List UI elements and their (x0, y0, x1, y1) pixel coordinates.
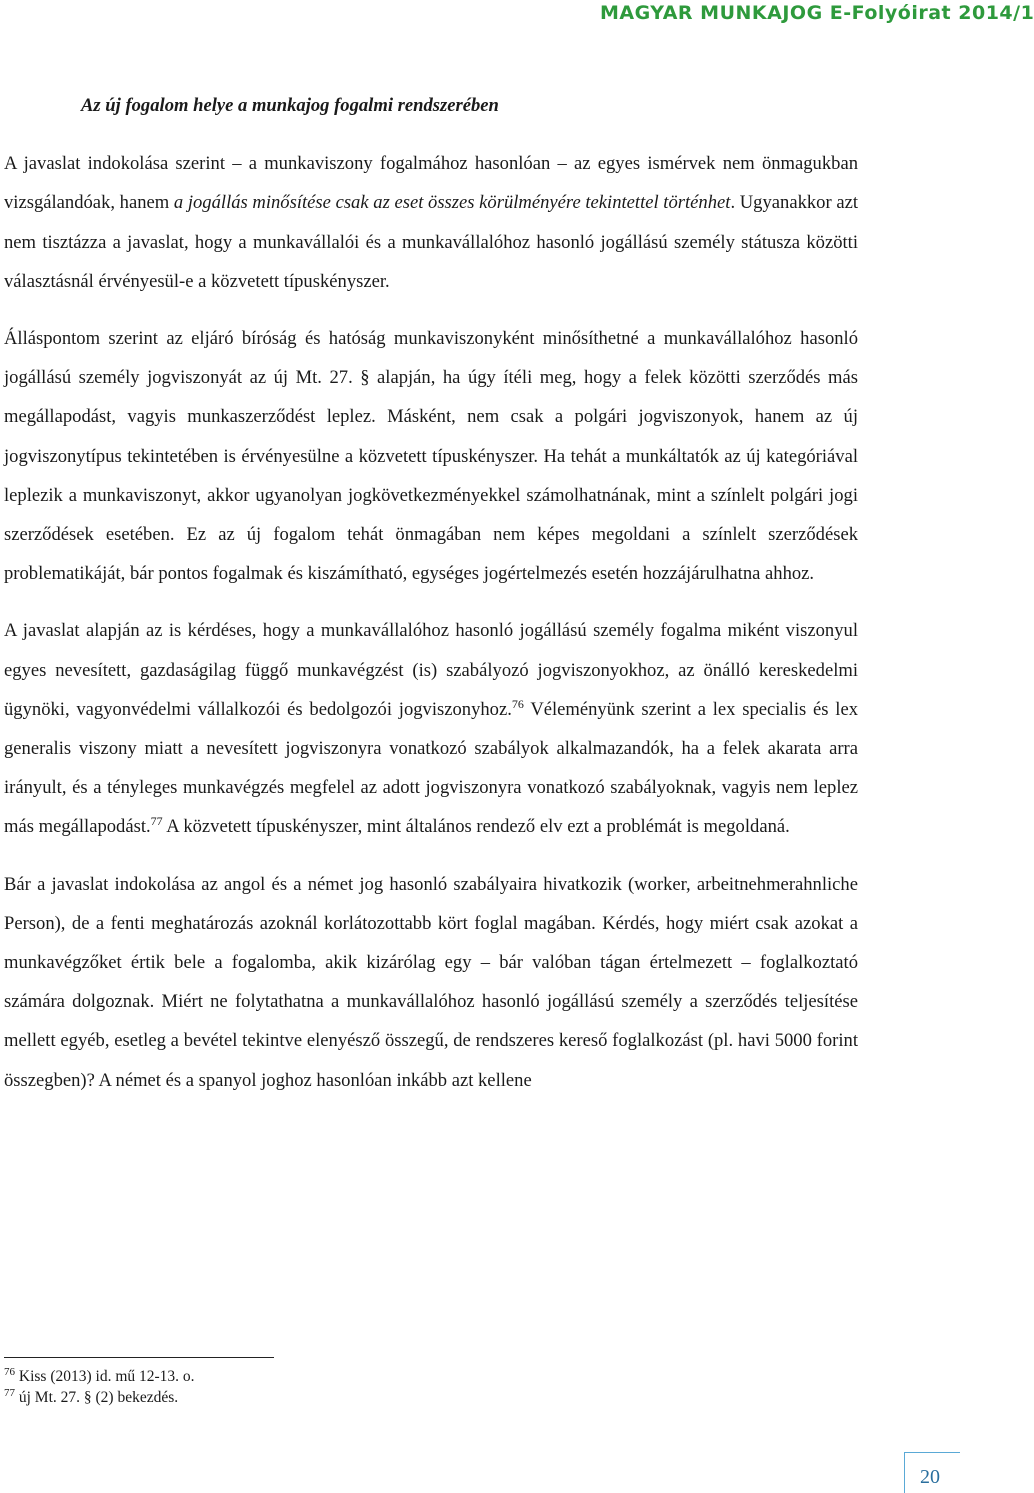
paragraph-1-text-a: A javaslat indokolása szerint – a munkaviszony fogalmához hasonlóan – az egyes ismérvek nem önmagukban vizsgálandóak, hanem (4, 153, 858, 214)
paragraph-2: Álláspontom szerint az eljáró bíróság és hatóság munkaviszonyként minősíthetné a munkavállalóhoz hasonló jogállású személy jogviszonyát az új Mt. 27. § alapján, ha úgy ítéli meg, hogy a felek közötti szerződés más megállapodást, vagyis munkaszerződést leplez. Másként, nem csak a polgári jogviszonyok, hanem az új jogviszonytípus tekintetében is érvényesülne a közvetett típuskényszer. Ha tehát a munkáltatók az új kategóriával leplezik a munkaviszonyt, akkor ugyanolyan jogkövetkezményekkel számolhatnának, mint a színlelt polgári jogi szerződések esetében. Ez az új fogalom tehát önmagában nem képes megoldani a színlelt szerződések problematikáját, bár pontos fogalmak és kiszámítható, egységes jogértelmezés esetén hozzájárulhatna ahhoz. (4, 328, 858, 585)
paragraph-1-italic: a jogállás minősítése csak az eset összes körülményére tekintettel történhet (173, 192, 731, 214)
footnote-text: Kiss (2013) id. mű 12-13. o. (15, 1368, 195, 1385)
footnotes (4, 1366, 704, 1408)
paragraph-3-text-c: A közvetett típuskényszer, mint általános rendező elv ezt a problémát is megoldaná. (162, 816, 790, 838)
paragraph-1-text-b: . Ugyanakkor azt nem tisztázza a javaslat, hogy a munkavállalói és a munkavállalóhoz hasonló jogállású személy státusza közötti választásnál érvényesül-e a közvetett típuskényszer. (4, 192, 858, 292)
footnote-ref-76[interactable]: 76 (511, 696, 524, 711)
paragraph-3 (4, 611, 858, 846)
journal-header: MAGYAR MUNKAJOG E-Folyóirat 2014/1 (600, 2, 1034, 24)
footnote-number: 77 (4, 1386, 15, 1399)
paragraph-3-text-a: A javaslat alapján az is kérdéses, hogy a munkavállalóhoz hasonló jogállású személy fogalma miként viszonyul egyes nevesített, gazdaságilag függő munkavégzést (is) szabályozó jogviszonyokhoz, az önálló kereskedelmi ügynöki, vagyonvédelmi vállalkozói és bedolgozói jogviszonyhoz. (4, 620, 858, 720)
page-number: 20 (920, 1466, 940, 1488)
paragraph-4: Bár a javaslat indokolása az angol és a német jog hasonló szabályaira hivatkozik (worker, arbeitnehmerahnliche Person), de a fenti meghatározás azoknál korlátozottabb kört foglal magában. Kérdés, hogy miért csak azokat a munkavégzőket értik bele a fogalomba, akik kizárólag egy – bár valóban tágan értelmezett – foglalkoztató számára dolgoznak. Miért ne folytathatna a munkavállalóhoz hasonló jogállású személy a szerződés teljesítése mellett egyéb, esetleg a bevétel tekintve elenyésző összegű, de rendszeres kereső foglalkozást (pl. havi 5000 forint összegben)? A német és a spanyol joghoz hasonlóan inkább azt kellene (4, 873, 858, 1091)
paragraph-3-text-b: Véleményünk szerint a lex specialis és lex generalis viszony miatt a nevesített jogviszonyra vonatkozó szabályok alkalmazandók, ha a felek akarata arra irányult, és a tényleges munkavégzés megfelel az adott jogviszonyra vonatkozó szabályoknak, vagyis nem leplez más megállapodást. (4, 698, 858, 838)
footnote-text: új Mt. 27. § (2) bekezdés. (15, 1389, 179, 1406)
footnote-76 (4, 1366, 704, 1387)
footnote-number: 76 (4, 1365, 15, 1378)
footnote-divider (4, 1357, 274, 1358)
section-title: Az új fogalom helye a munkajog fogalmi rendszerében (81, 95, 499, 116)
footnote-ref-77[interactable]: 77 (150, 814, 163, 829)
paragraph-1 (4, 144, 858, 301)
document-body (4, 86, 858, 1118)
footnote-77 (4, 1387, 704, 1408)
